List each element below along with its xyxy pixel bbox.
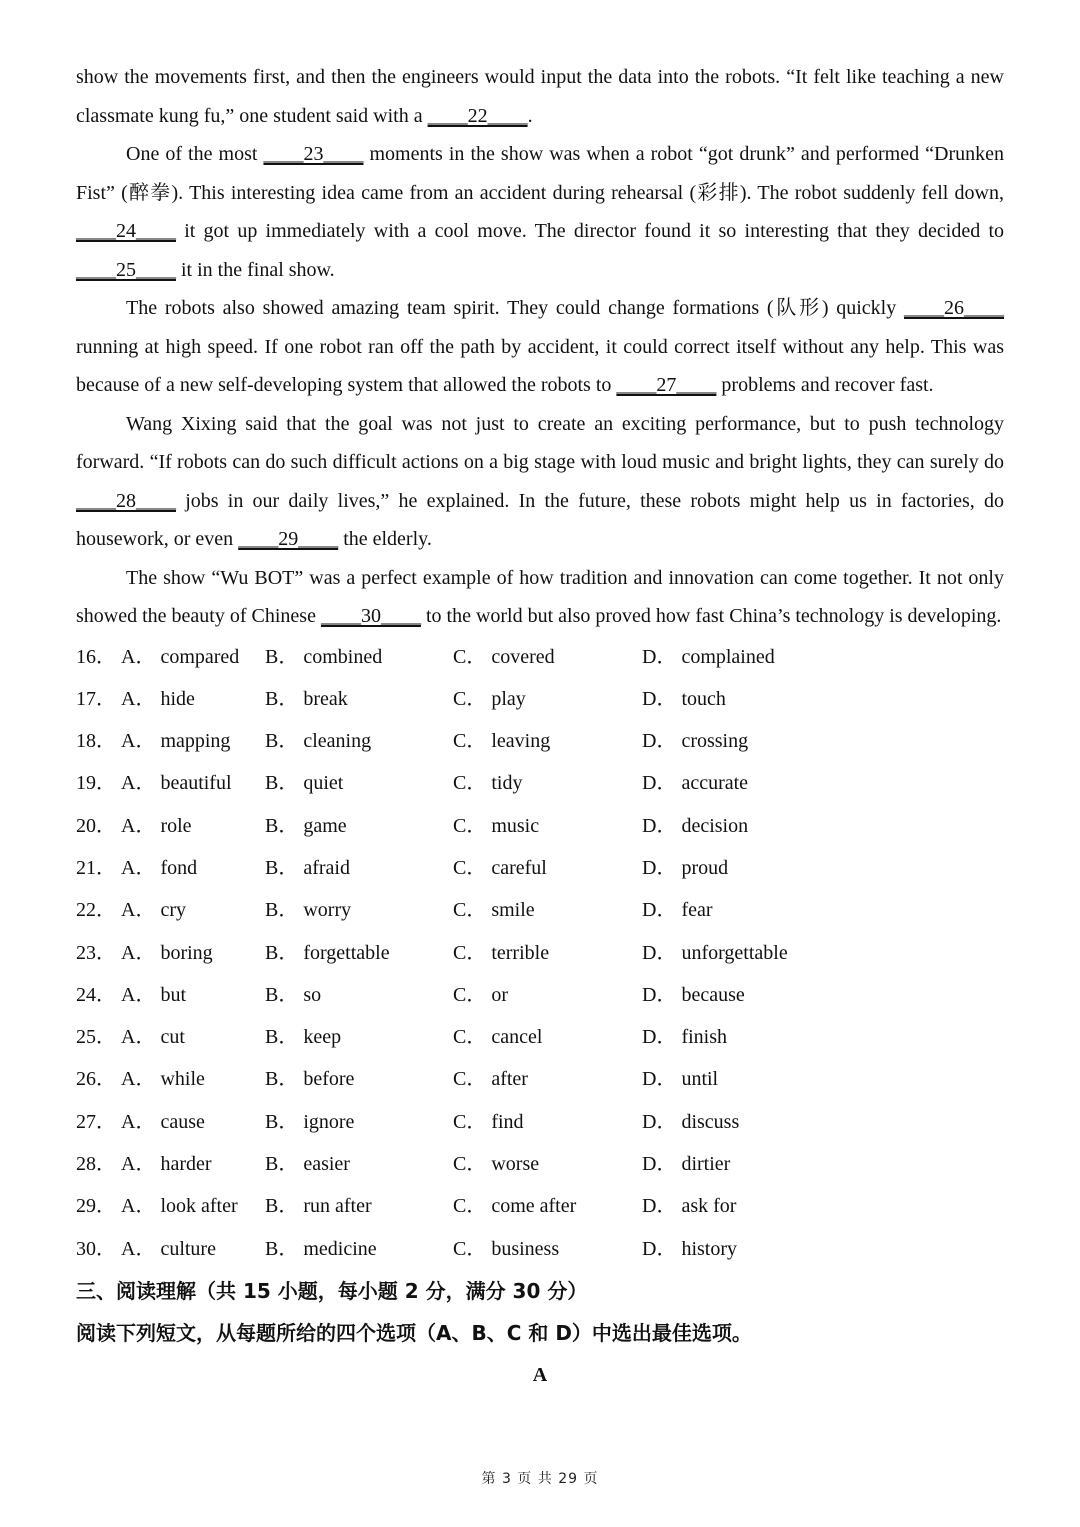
option-a: A． beautiful	[121, 772, 232, 795]
option-b: B． keep	[265, 1026, 342, 1049]
option-row	[76, 762, 1004, 804]
passage-paragraph-4	[76, 405, 1004, 559]
option-d: D． ask for	[642, 1195, 737, 1218]
option-a: A． but	[121, 983, 186, 1006]
option-d: D． accurate	[642, 772, 749, 795]
question-number: 29．	[76, 1195, 116, 1218]
option-d: D． decision	[642, 814, 749, 837]
option-d: D． unforgettable	[642, 941, 788, 964]
blank-29: ____29____	[238, 528, 339, 550]
option-row	[76, 932, 1004, 974]
option-row	[76, 1101, 1004, 1143]
option-row	[76, 889, 1004, 931]
text-run: to the world but also proved how fast China’s technology is developing.	[420, 605, 1002, 627]
blank-25: ____25____	[76, 258, 176, 281]
option-a: A． boring	[121, 941, 213, 964]
blank-26: ____26____	[904, 297, 1004, 319]
option-a: A． look after	[121, 1195, 238, 1218]
question-number: 25．	[76, 1026, 116, 1049]
option-c: C． terrible	[453, 941, 550, 964]
option-b: B． so	[265, 983, 322, 1006]
question-number: 30．	[76, 1237, 116, 1260]
option-a: A． role	[121, 814, 192, 837]
option-c: C． find	[453, 1110, 524, 1133]
question-number: 20．	[76, 814, 116, 837]
option-a: A． hide	[121, 687, 195, 710]
option-a: A． culture	[121, 1237, 216, 1260]
document-page	[76, 58, 1004, 1396]
option-a: A． cry	[121, 899, 186, 922]
option-a: A． fond	[121, 856, 198, 879]
passage-paragraph-1	[76, 58, 1004, 135]
option-row	[76, 1016, 1004, 1058]
option-a: A． cause	[121, 1110, 205, 1133]
blank-24: ____24____	[76, 220, 176, 242]
text-run: The robots also showed amazing team spirit. They could change formations (队形) quickly	[126, 297, 904, 319]
option-b: B． afraid	[265, 856, 350, 879]
question-number: 21．	[76, 856, 116, 879]
option-a: A． while	[121, 1068, 205, 1091]
question-number: 17．	[76, 687, 116, 710]
section-heading: 三、阅读理解（共 15 小题，每小题 2 分，满分 30 分）	[76, 1278, 588, 1303]
option-d: D． discuss	[642, 1110, 740, 1133]
passage-paragraph-2	[76, 135, 1004, 289]
option-d: D． proud	[642, 856, 729, 879]
option-b: B． before	[265, 1068, 355, 1091]
option-row	[76, 1228, 1004, 1270]
option-d: D． finish	[642, 1026, 727, 1049]
option-d: D． crossing	[642, 730, 749, 753]
page-footer: 第 3 页 共 29 页	[481, 1471, 599, 1487]
question-number: 18．	[76, 730, 116, 753]
option-b: B． ignore	[265, 1110, 355, 1133]
option-b: B． break	[265, 687, 348, 710]
option-c: C． music	[453, 814, 540, 837]
option-d: D． until	[642, 1068, 719, 1091]
option-b: B． cleaning	[265, 730, 372, 753]
option-c: C． careful	[453, 856, 547, 879]
option-row	[76, 1143, 1004, 1185]
option-row	[76, 805, 1004, 847]
option-d: D． because	[642, 983, 745, 1006]
option-b: B． game	[265, 814, 347, 837]
text-run: moments in the show was when a robot “got drunk” and performed “Drunken Fist” (醉拳). This interesting idea came from an accident during rehearsal (彩排). The robot suddenly fell down,	[76, 143, 1005, 204]
question-number: 22．	[76, 899, 116, 922]
option-c: C． after	[453, 1068, 528, 1091]
passage-label: A	[532, 1363, 548, 1386]
option-c: C． business	[453, 1237, 560, 1260]
passage-paragraph-3	[76, 289, 1004, 405]
text-run: One of the most	[126, 143, 264, 165]
option-b: B． forgettable	[265, 941, 390, 964]
option-c: C． cancel	[453, 1026, 543, 1049]
option-b: B． worry	[265, 899, 352, 922]
option-a: A． cut	[121, 1026, 185, 1049]
option-row	[76, 974, 1004, 1016]
passage-paragraph-5	[76, 559, 1004, 636]
option-d: D． dirtier	[642, 1153, 731, 1176]
text-run: The show “Wu BOT” was a perfect example of how tradition and innovation can come together. It not only showed the beauty of Chinese	[76, 566, 1004, 627]
option-c: C． smile	[453, 899, 535, 922]
blank-30: ____30____	[320, 605, 421, 627]
option-c: C． leaving	[453, 730, 551, 753]
option-row	[76, 636, 1004, 678]
option-a: A． compared	[121, 645, 240, 668]
option-c: C． or	[453, 983, 508, 1006]
option-d: D． touch	[642, 687, 726, 710]
text-run: problems and recover fast.	[716, 374, 934, 396]
question-number: 28．	[76, 1153, 116, 1176]
option-a: A． harder	[121, 1153, 212, 1176]
option-d: D． history	[642, 1237, 737, 1260]
text-run: jobs in our daily lives,” he explained. In the future, these robots might help us in factories, do housework, or even	[76, 489, 1004, 550]
blank-22: ____22____	[427, 104, 528, 127]
blank-27: ____27____	[616, 374, 717, 396]
option-b: B． quiet	[265, 772, 344, 795]
section-instruction: 阅读下列短文，从每题所给的四个选项（A、B、C 和 D）中选出最佳选项。	[76, 1320, 752, 1345]
option-a: A． mapping	[121, 730, 231, 753]
option-c: C． worse	[453, 1153, 540, 1176]
text-run: running at high speed. If one robot ran off the path by accident, it could correct itself without any help. This was because of a new self-developing system that allowed the robots to	[76, 335, 1004, 396]
option-c: C． covered	[453, 645, 555, 668]
blank-28: ____28____	[76, 489, 176, 512]
options-list	[76, 636, 1004, 1270]
option-b: B． combined	[265, 645, 383, 668]
question-number: 16．	[76, 645, 116, 668]
option-c: C． play	[453, 687, 526, 710]
option-b: B． medicine	[265, 1237, 377, 1260]
option-row	[76, 847, 1004, 889]
option-b: B． run after	[265, 1195, 372, 1218]
option-d: D． fear	[642, 899, 713, 922]
question-number: 19．	[76, 772, 116, 795]
text-run: .	[527, 104, 533, 127]
question-number: 27．	[76, 1110, 116, 1133]
text-run: Wang Xixing said that the goal was not just to create an exciting performance, but to push technology forward. “If robots can do such difficult actions on a big stage with loud music and bright lights, they can surely do	[76, 412, 1004, 473]
option-row	[76, 678, 1004, 720]
question-number: 26．	[76, 1068, 116, 1091]
option-row	[76, 1185, 1004, 1227]
text-run: it got up immediately with a cool move. The director found it so interesting that they decided to	[176, 220, 1004, 242]
blank-23: ____23____	[263, 143, 364, 165]
option-row	[76, 1058, 1004, 1100]
question-number: 23．	[76, 941, 116, 964]
option-c: C． come after	[453, 1195, 577, 1218]
option-d: D． complained	[642, 645, 775, 668]
option-b: B． easier	[265, 1153, 350, 1176]
option-row	[76, 720, 1004, 762]
text-run: show the movements first, and then the engineers would input the data into the robots. “It felt like teaching a new classmate kung fu,” one student said with a	[76, 66, 1004, 127]
text-run: it in the final show.	[176, 258, 335, 281]
option-c: C． tidy	[453, 772, 523, 795]
question-number: 24．	[76, 983, 116, 1006]
text-run: the elderly.	[338, 528, 432, 550]
